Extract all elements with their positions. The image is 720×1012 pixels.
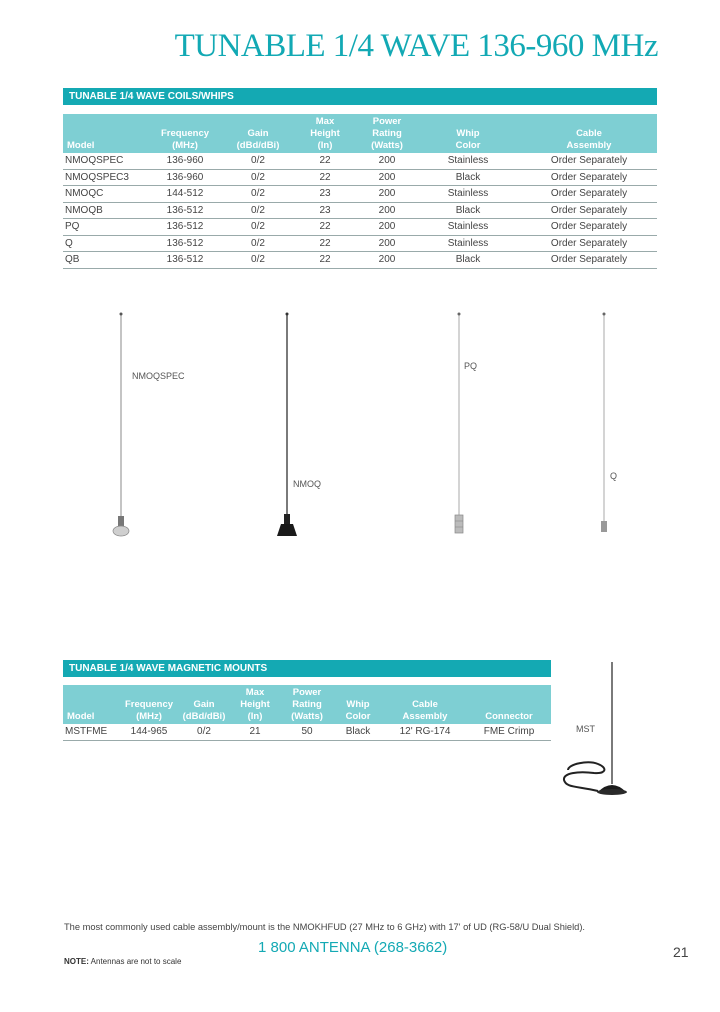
coils-header-cell: Cable Assembly (521, 114, 657, 153)
table-row (63, 186, 657, 203)
coils-cell: 200 (359, 169, 415, 186)
coils-cell: 23 (291, 186, 359, 203)
nmoq-label: NMOQ (293, 479, 321, 489)
coils-cell: Order Separately (521, 235, 657, 252)
coils-cell: NMOQSPEC (63, 153, 145, 169)
coils-cell: 0/2 (225, 235, 291, 252)
table-row (63, 724, 551, 740)
pq-label: PQ (464, 361, 478, 371)
coils-cell: 22 (291, 235, 359, 252)
coils-section-title: TUNABLE 1/4 WAVE COILS/WHIPS (63, 88, 657, 105)
mounts-table (63, 685, 551, 741)
coils-cell: 136-512 (145, 219, 225, 236)
coils-cell: NMOQC (63, 186, 145, 203)
nmoqspec-label: NMOQSPEC (132, 371, 185, 381)
mounts-cell: 50 (281, 724, 333, 740)
coils-header-cell: Frequency (MHz) (145, 114, 225, 153)
coils-cell: NMOQB (63, 202, 145, 219)
coils-cell: 0/2 (225, 252, 291, 269)
page-title: TUNABLE 1/4 WAVE 136-960 MHz (174, 28, 658, 64)
mounts-cell: FME Crimp (467, 724, 551, 740)
mst-label: MST (576, 724, 595, 734)
coils-table (63, 114, 657, 269)
mounts-header-cell: Max Height (In) (229, 685, 281, 724)
mounts-cell: Black (333, 724, 383, 740)
coils-cell: 23 (291, 202, 359, 219)
coils-cell: Stainless (415, 186, 521, 203)
coils-header-row (63, 114, 657, 153)
mounts-cell: 144-965 (119, 724, 179, 740)
coils-cell: Black (415, 169, 521, 186)
note-text: Antennas are not to scale (90, 957, 182, 966)
pq-antenna-image (447, 310, 478, 540)
coils-cell: 200 (359, 186, 415, 203)
table-row (63, 169, 657, 186)
coils-header-cell: Power Rating (Watts) (359, 114, 415, 153)
table-row (63, 219, 657, 236)
coils-cell: QB (63, 252, 145, 269)
coils-cell: 200 (359, 153, 415, 169)
coils-cell: 0/2 (225, 153, 291, 169)
mounts-header-cell: Cable Assembly (383, 685, 467, 724)
nmoq-antenna-image (270, 310, 306, 540)
table-row (63, 235, 657, 252)
coils-cell: Stainless (415, 219, 521, 236)
cable-footnote: The most commonly used cable assembly/mount is the NMOKHFUD (27 MHz to 6 GHz) with 17' of UD (RG-58/U Dual Shield). (64, 922, 586, 932)
mounts-header-cell: Connector (467, 685, 551, 724)
coils-cell: 200 (359, 252, 415, 269)
coils-cell: Black (415, 252, 521, 269)
coils-cell: Order Separately (521, 219, 657, 236)
coils-cell: Order Separately (521, 252, 657, 269)
mounts-header-cell: Gain (dBd/dBi) (179, 685, 229, 724)
q-antenna-image (592, 310, 618, 540)
coils-cell: 0/2 (225, 169, 291, 186)
coils-header-cell: Model (63, 114, 145, 153)
mounts-header-cell: Whip Color (333, 685, 383, 724)
mounts-header-row (63, 685, 551, 724)
coils-header-cell: Max Height (In) (291, 114, 359, 153)
coils-cell: 200 (359, 202, 415, 219)
coils-cell: 200 (359, 219, 415, 236)
mounts-header-cell: Frequency (MHz) (119, 685, 179, 724)
coils-cell: 136-512 (145, 252, 225, 269)
coils-cell: NMOQSPEC3 (63, 169, 145, 186)
table-row (63, 202, 657, 219)
coils-cell: 136-960 (145, 153, 225, 169)
coils-cell: Order Separately (521, 169, 657, 186)
coils-cell: 144-512 (145, 186, 225, 203)
coils-header-cell: Gain (dBd/dBi) (225, 114, 291, 153)
coils-cell: 0/2 (225, 186, 291, 203)
mounts-cell: 21 (229, 724, 281, 740)
coils-cell: 22 (291, 219, 359, 236)
note-label: NOTE: (64, 957, 89, 966)
coils-cell: 22 (291, 153, 359, 169)
coils-cell: 0/2 (225, 202, 291, 219)
table-row (63, 153, 657, 169)
coils-cell: 136-960 (145, 169, 225, 186)
table-row (63, 252, 657, 269)
coils-cell: Order Separately (521, 186, 657, 203)
q-label: Q (610, 471, 618, 481)
mounts-header-cell: Power Rating (Watts) (281, 685, 333, 724)
phone-number: 1 800 ANTENNA (268-3662) (258, 939, 448, 956)
coils-cell: Stainless (415, 153, 521, 169)
mounts-cell: 0/2 (179, 724, 229, 740)
coils-cell: Order Separately (521, 153, 657, 169)
coils-cell: 0/2 (225, 219, 291, 236)
coils-cell: Order Separately (521, 202, 657, 219)
coils-cell: Q (63, 235, 145, 252)
mounts-section-title: TUNABLE 1/4 WAVE MAGNETIC MOUNTS (63, 660, 551, 677)
scale-note (64, 957, 181, 966)
page-number: 21 (673, 944, 689, 960)
coils-cell: PQ (63, 219, 145, 236)
mounts-header-cell: Model (63, 685, 119, 724)
coils-cell: Stainless (415, 235, 521, 252)
mounts-cell: MSTFME (63, 724, 119, 740)
coils-cell: Black (415, 202, 521, 219)
coils-cell: 22 (291, 252, 359, 269)
mst-antenna-image (558, 660, 658, 800)
mounts-cell: 12' RG-174 (383, 724, 467, 740)
coils-cell: 136-512 (145, 202, 225, 219)
nmoqspec-antenna-image (108, 310, 138, 540)
coils-cell: 200 (359, 235, 415, 252)
coils-header-cell: Whip Color (415, 114, 521, 153)
coils-cell: 22 (291, 169, 359, 186)
coils-cell: 136-512 (145, 235, 225, 252)
